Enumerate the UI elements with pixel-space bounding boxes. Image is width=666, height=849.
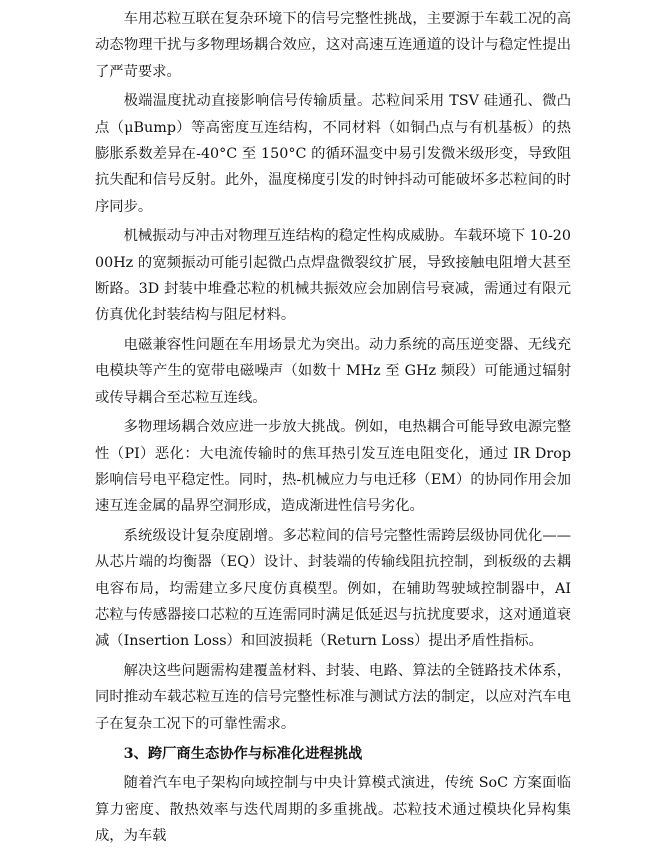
paragraph-system-design: 系统级设计复杂度剧增。多芯粒间的信号完整性需跨层级协同优化——从芯片端的均衡器（EQ）设计、封装端的传输线阻抗控制，到板级的去耦电容布局，均需建立多尺度仿真模型。例如，在辅助驾驶域控制器中，AI 芯粒与传感器接口芯粒的互连需同时满足低延迟与抗扰度要求，这对通道衰减（Insertion Loss）和回波损耗（Return Loss）提出矛盾性指标。 [95,528,571,650]
paragraph-vibration: 机械振动与冲击对物理互连结构的稳定性构成威胁。车载环境下 10-2000Hz 的宽频振动可能引起微凸点焊盘微裂纹扩展，导致接触电阻增大甚至断路。3D 封装中堆叠芯粒的机械共振效应会加剧信号衰减，需通过有限元仿真优化封装结构与阻尼材料。 [95,228,571,324]
paragraph-intro: 车用芯粒互联在复杂环境下的信号完整性挑战，主要源于车载工况的高动态物理干扰与多物理场耦合效应，这对高速互连通道的设计与稳定性提出了严苛要求。 [95,11,571,80]
paragraph-emc: 电磁兼容性问题在车用场景尤为突出。动力系统的高压逆变器、无线充电模块等产生的宽带电磁噪声（如数十 MHz 至 GHz 频段）可能通过辐射或传导耦合至芯粒互连线。 [95,337,571,406]
paragraph-temperature: 极端温度扰动直接影响信号传输质量。芯粒间采用 TSV 硅通孔、微凸点（μBump）等高密度互连结构，不同材料（如铜凸点与有机基板）的热膨胀系数差异在-40°C 至 150°C 的循环温变中易引发微米级形变，导致阻抗失配和信号反射。此外，温度梯度引发的时钟抖动可能破坏多芯粒间的时序同步。 [95,93,571,215]
paragraph-ecosystem: 随着汽车电子架构向域控制与中央计算模式演进，传统 SoC 方案面临算力密度、散热效率与迭代周期的多重挑战。芯粒技术通过模块化异构集成，为车载 [95,775,571,844]
section-heading: 3、跨厂商生态协作与标准化进程挑战 [123,745,363,762]
paragraph-multiphysics: 多物理场耦合效应进一步放大挑战。例如，电热耦合可能导致电源完整性（PI）恶化：大电流传输时的焦耳热引发互连电阻变化，通过 IR Drop 影响信号电平稳定性。同时，热-机械应力与电迁移（EM）的协同作用会加速互连金属的晶界空洞形成，造成渐进性信号劣化。 [95,419,571,515]
paragraph-solution: 解决这些问题需构建覆盖材料、封装、电路、算法的全链路技术体系，同时推动车载芯粒互连的信号完整性标准与测试方法的制定，以应对汽车电子在复杂工况下的可靠性需求。 [95,663,571,732]
